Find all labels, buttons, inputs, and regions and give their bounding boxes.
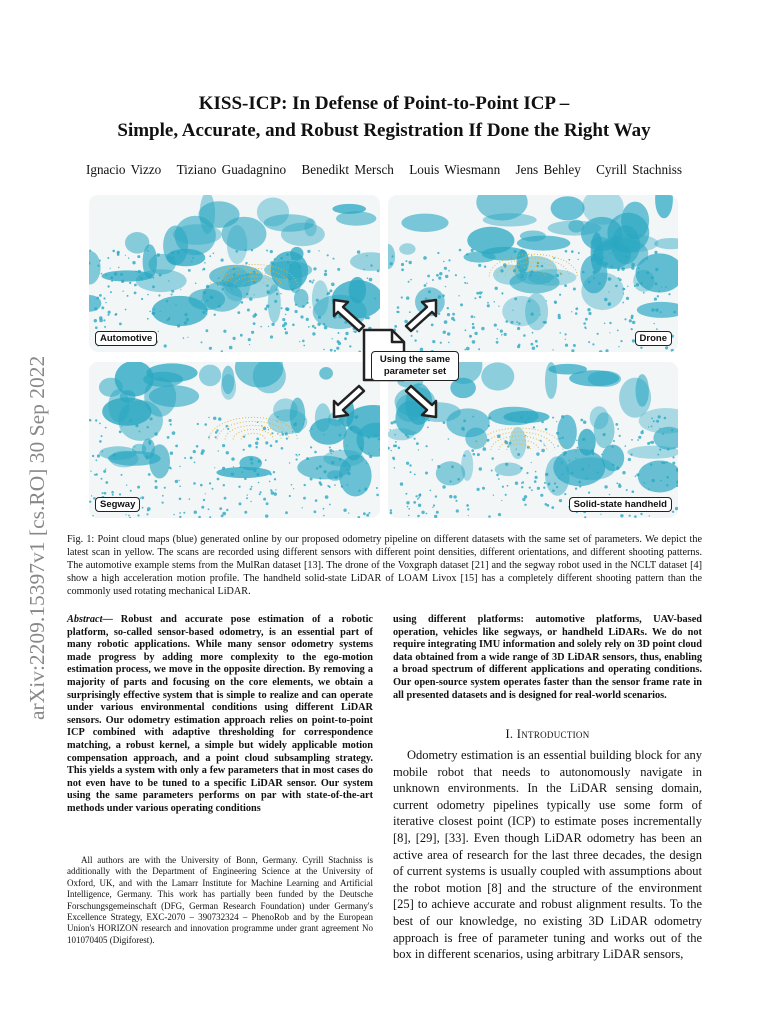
abstract-left-column	[67, 614, 373, 816]
figure-caption: Fig. 1: Point cloud maps (blue) generated online by our proposed odometry pipeline on different datasets with the same set of parameters. We depict the latest scan in yellow. The scans are recorded using different sensors with different point densities, different orientations, and different shooting patterns. The automotive example stems from the MulRan dataset [13]. The drone of the Voxgraph dataset [21] and the segway robot used in the NCLT dataset [4] show a high acceleration motion profile. The handheld solid-state LiDAR of LOAM Livox [15] has a completely different shooting pattern than the commonly used rotating mechanical LiDAR.	[67, 534, 702, 597]
author-name: Benedikt Mersch	[301, 162, 394, 177]
panel-label-drone: Drone	[635, 331, 672, 346]
author-name: Jens Behley	[515, 162, 581, 177]
author-name: Ignacio Vizzo	[85, 162, 162, 177]
arrow-down-left-icon	[330, 381, 370, 421]
abstract-text: — Robust and accurate pose estimation of a robotic platform, so-called sensor-based odometry, is an essential part of many robotic applications. While many sensor odometry systems made progress by adding more complexity to the ego-motion estimation process, we move in the opposite direction. By removing a majority of parts and focusing on the core elements, we obtain a surprisingly effective system that is simple to realize and can operate under various environmental conditions using different LiDAR sensors. Our odometry estimation approach relies on point-to-point ICP combined with adaptive thresholding for correspondence matching, a robust kernel, a simple but widely applicable motion compensation approach, and a point cloud subsampling strategy. This yields a system with only a few parameters that in most cases do not even have to be tuned to a specific LiDAR sensor. Our system using the same parameters performs on par with state-of-the-art methods under various operating conditions	[67, 614, 373, 814]
arxiv-id: arXiv:2209.15397v1 [cs.RO] 30 Sep 2022	[25, 355, 49, 720]
panel-label-handheld: Solid-state handheld	[569, 497, 672, 512]
author-name: Cyrill Stachniss	[596, 162, 683, 177]
author-list	[60, 162, 708, 178]
arxiv-stamp-svg	[18, 270, 52, 730]
title-line-2: Simple, Accurate, and Robust Registration If Done the Right Way	[117, 120, 651, 141]
author-name: Tiziano Guadagnino	[176, 162, 287, 177]
author-footnote: All authors are with the University of Bonn, Germany. Cyrill Stachniss is additionally with the Department of Engineering Science at the University of Oxford, UK, and with the Lamarr Institute for Machine Learning and Artificial Intelligence, Germany. This work has partially been funded by the Deutsche Forschungsgemeinschaft (DFG, German Research Foundation) under Germany's Excellence Strategy, EXC-2070 – 390732324 – PhenoRob and by the European Union's HORIZON research and innovation programme under grant agreement No 101070405 (Digiforest).	[67, 855, 373, 945]
arrow-down-right-icon	[400, 381, 440, 421]
section-heading: I. Introduction	[505, 727, 590, 741]
arrow-up-right-icon	[400, 296, 440, 336]
intro-paragraph: Odometry estimation is an essential building block for any mobile robot that needs to autonomously navigate in unknown environments. In the LiDAR sensing domain, current odometry pipelines typically use some form of iterative closest point (ICP) to estimate poses incrementally [8], [29], [33]. Even though LiDAR odometry has been an active area of research for the last three decades, the design of current systems is usually coupled with assumptions about the robot motion [8] and the structure of the environment [25] to achieve accurate and robust alignment results. To the best of our knowledge, no existing 3D LiDAR odometry approach is free of parameter tuning and works out of the box in different scenarios, using arbitrary LiDAR sensors,	[393, 748, 702, 962]
arxiv-stamp	[18, 270, 52, 730]
panel-label-segway: Segway	[95, 497, 140, 512]
abstract-lead: Abstract	[67, 614, 103, 625]
author-name: Louis Wiesmann	[409, 162, 501, 177]
panel-label-automotive: Automotive	[95, 331, 157, 346]
abstract-right-column: using different platforms: automotive platforms, UAV-based operation, vehicles like segways, or handheld LiDARs. We do not require integrating IMU information and solely rely on 3D point cloud data obtained from a wide range of 3D LiDAR sensors, thus, enabling a broad spectrum of different applications and operating conditions. Our open-source system operates faster than the sensor frame rate in all presented datasets and is designed for real-world scenarios.	[393, 614, 702, 701]
paper-title	[60, 90, 708, 144]
parameter-set-label: Using the same parameter set	[371, 351, 459, 381]
title-line-1: KISS-ICP: In Defense of Point-to-Point ICP –	[198, 93, 570, 114]
